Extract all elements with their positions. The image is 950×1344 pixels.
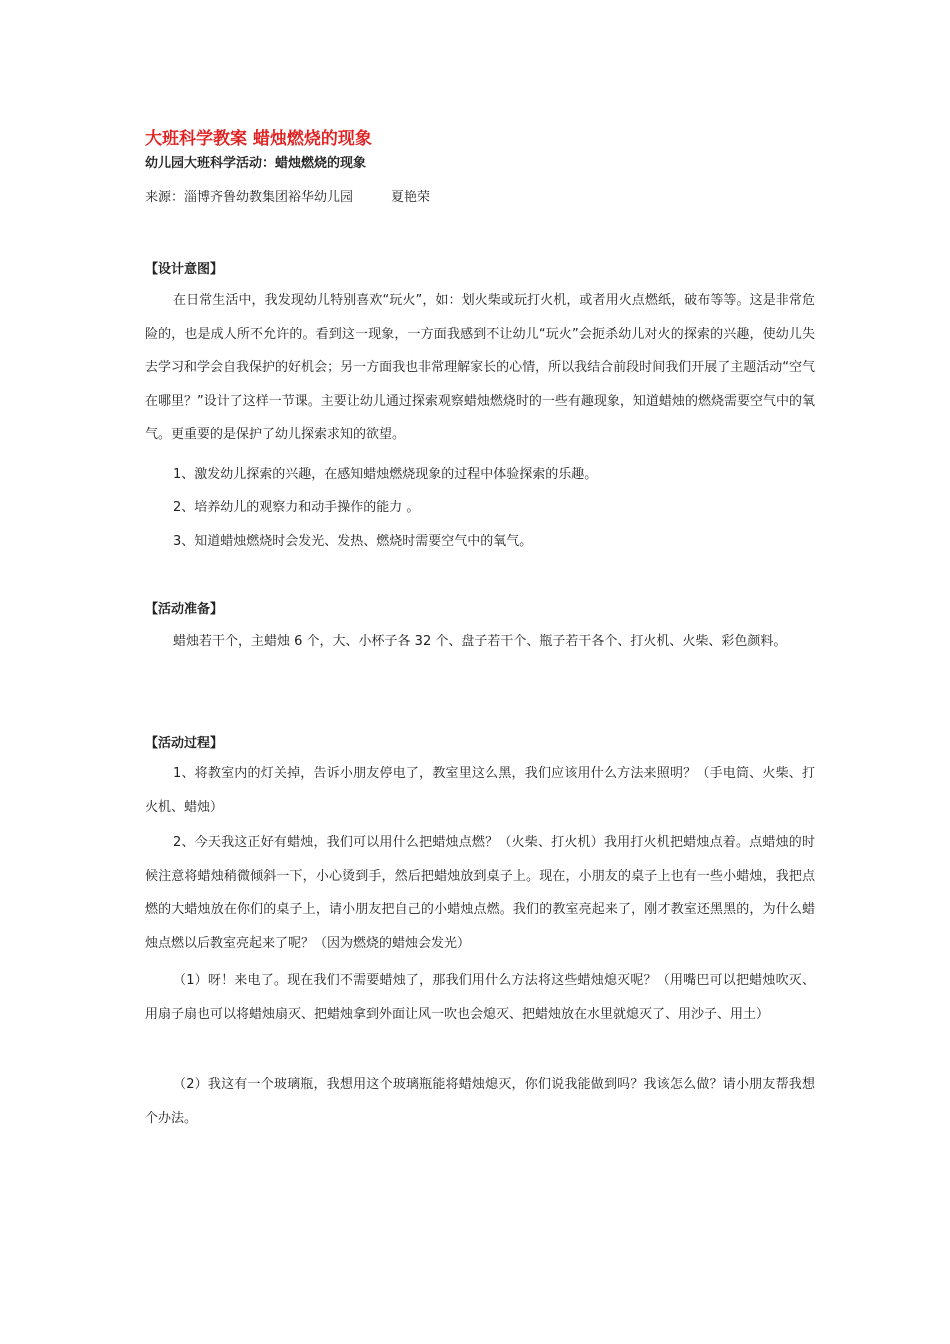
design-paragraph: 在日常生活中，我发现幼儿特别喜欢“玩火”，如：划火柴或玩打火机，或者用火点燃纸，破布等等。这是非常危险的，也是成人所不允许的。看到这一现象，一方面我感到不让幼儿“玩火”会扼杀幼儿对火的探索的兴趣，使幼儿失去学习和学会自我保护的好机会；另一方面我也非常理解家长的心情，所以我结合前段时间我们开展了主题活动“空气在哪里？”设计了这样一节课。主要让幼儿通过探索观察蜡烛燃烧时的一些有趣现象，知道蜡烛的燃烧需要空气中的氧气。更重要的是保护了幼儿探索求知的欲望。 (145, 293, 815, 442)
source-author: 夏艳荣 (391, 190, 431, 205)
process-sub-2: （2）我这有一个玻璃瓶，我想用这个玻璃瓶能将蜡烛熄灭，你们说我能做到吗？我该怎么做？请小朋友帮我想个办法。 (145, 1077, 815, 1126)
process-step-2: 2、今天我这正好有蜡烛，我们可以用什么把蜡烛点燃？（火柴、打火机）我用打火机把蜡烛点着。点蜡烛的时候注意将蜡烛稍微倾斜一下，小心烫到手，然后把蜡烛放到桌子上。现在，小朋友的桌子上也有一些小蜡烛，我把点燃的大蜡烛放在你们的桌子上，请小朋友把自己的小蜡烛点燃。我们的教室亮起来了，刚才教室还黑黑的，为什么蜡烛点燃以后教室亮起来了呢？（因为燃烧的蜡烛会发光） (145, 835, 815, 951)
preparation-paragraph: 蜡烛若干个，主蜡烛 6 个，大、小杯子各 32 个、盘子若干个、瓶子若干各个、打火机、火柴、彩色颜料。 (173, 634, 787, 649)
design-goal-2: 2、培养幼儿的观察力和动手操作的能力 。 (173, 500, 420, 515)
design-heading: 【设计意图】 (145, 262, 224, 277)
document-subtitle: 幼儿园大班科学活动：蜡烛燃烧的现象 (145, 156, 367, 171)
design-goal-1: 1、激发幼儿探索的兴趣，在感知蜡烛燃烧现象的过程中体验探索的乐趣。 (173, 467, 598, 482)
preparation-heading: 【活动准备】 (145, 602, 224, 617)
design-goal-3: 3、知道蜡烛燃烧时会发光、发热、燃烧时需要空气中的氧气。 (173, 534, 533, 549)
source-line (145, 186, 430, 205)
source-label: 来源：淄博齐鲁幼教集团裕华幼儿园 (145, 190, 354, 205)
process-sub-1: （1）呀！来电了。现在我们不需要蜡烛了，那我们用什么方法将这些蜡烛熄灭呢？（用嘴巴可以把蜡烛吹灭、用扇子扇也可以将蜡烛扇灭、把蜡烛拿到外面让风一吹也会熄灭、把蜡烛放在水里就熄灭了、用沙子、用土） (145, 973, 815, 1022)
process-step-1: 1、将教室内的灯关掉，告诉小朋友停电了，教室里这么黑，我们应该用什么方法来照明？（手电筒、火柴、打火机、蜡烛） (145, 766, 815, 815)
document-title: 大班科学教案 蜡烛燃烧的现象 (145, 129, 372, 149)
process-heading: 【活动过程】 (145, 736, 224, 751)
